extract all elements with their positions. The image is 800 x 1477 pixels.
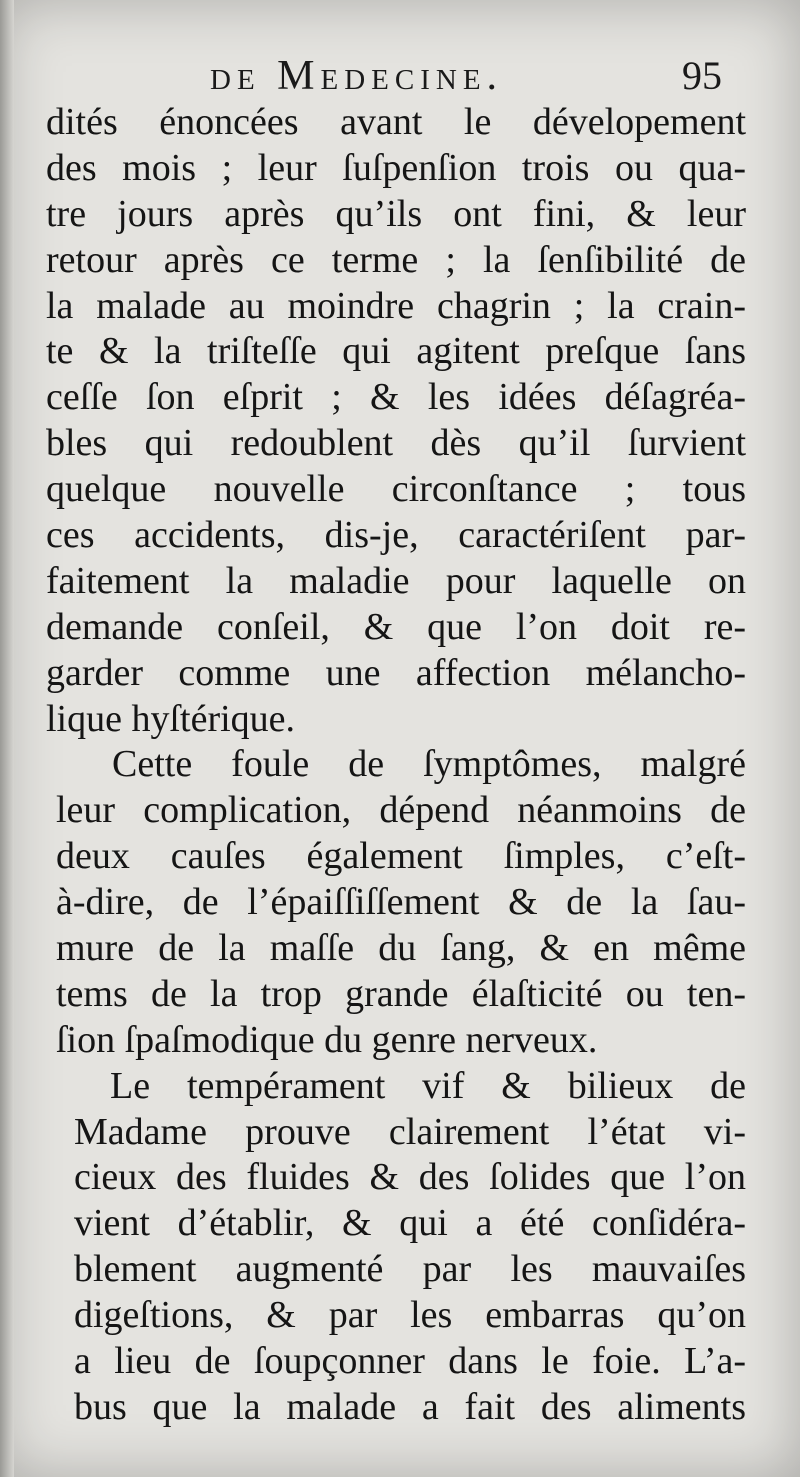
text-line: Le tempérament vif & bilieux de — [110, 1064, 746, 1107]
text-line: te & la triſteſſe qui agitent preſque ſans — [46, 330, 746, 373]
paragraph-3 — [66, 1064, 746, 1431]
page-gutter-shadow — [0, 0, 14, 1477]
text-line: ces accidents, dis-je, caractériſent par- — [46, 514, 746, 557]
text-line: Madame prouve clairement l’état vi- — [74, 1110, 746, 1153]
text-line: bles qui redoublent dès qu’il ſurvient — [46, 422, 746, 465]
text-line: ceſſe ſon eſprit ; & les idées déſagréa- — [46, 376, 746, 419]
text-line: ſion ſpaſmodique du genre nerveux. — [56, 1018, 598, 1061]
text-line: à-dire, de l’épaiſſiſſement & de la ſau- — [56, 881, 746, 924]
text-line: lique hyſtérique. — [46, 697, 296, 740]
text-line: des mois ; leur ſuſpenſion trois ou qua- — [46, 146, 746, 189]
text-line: leur complication, dépend néanmoins de — [56, 789, 746, 832]
text-line: Cette foule de ſymptômes, malgré — [112, 743, 746, 786]
text-line: tre jours après qu’ils ont fini, & leur — [46, 192, 746, 235]
page-number: 95 — [682, 53, 722, 98]
text-line: garder comme une affection mélancho- — [46, 651, 746, 694]
text-line: quelque nouvelle circonſtance ; tous — [46, 468, 746, 511]
text-line: cieux des fluides & des ſolides que l’on — [74, 1156, 746, 1199]
text-line: vient d’établir, & qui a été conſidéra- — [74, 1202, 746, 1245]
text-line: la malade au moindre chagrin ; la crain- — [46, 284, 746, 327]
text-line: deux cauſes également ſimples, c’eſt- — [56, 835, 746, 878]
text-line: faitement la maladie pour laquelle on — [46, 559, 746, 602]
running-title: de Medecine. — [210, 53, 504, 99]
text-line: blement augmenté par les mauvaiſes — [74, 1248, 746, 1291]
text-line: mure de la maſſe du ſang, & en même — [56, 927, 746, 970]
text-line: tems de la trop grande élaſticité ou ten- — [56, 972, 746, 1015]
text-line: digeſtions, & par les embarras qu’on — [74, 1294, 746, 1337]
paragraph-2 — [46, 742, 746, 1063]
text-line: a lieu de ſoupçonner dans le foie. L’a- — [74, 1340, 746, 1383]
text-line: bus que la malade a fait des aliments — [74, 1385, 746, 1428]
text-body — [46, 100, 746, 1431]
paragraph-1 — [46, 100, 746, 742]
text-line: retour après ce terme ; la ſenſibilité de — [46, 238, 746, 281]
running-head — [0, 52, 800, 102]
text-line: demande conſeil, & que l’on doit re- — [46, 605, 746, 648]
text-line: dités énoncées avant le dévelopement — [46, 101, 746, 143]
